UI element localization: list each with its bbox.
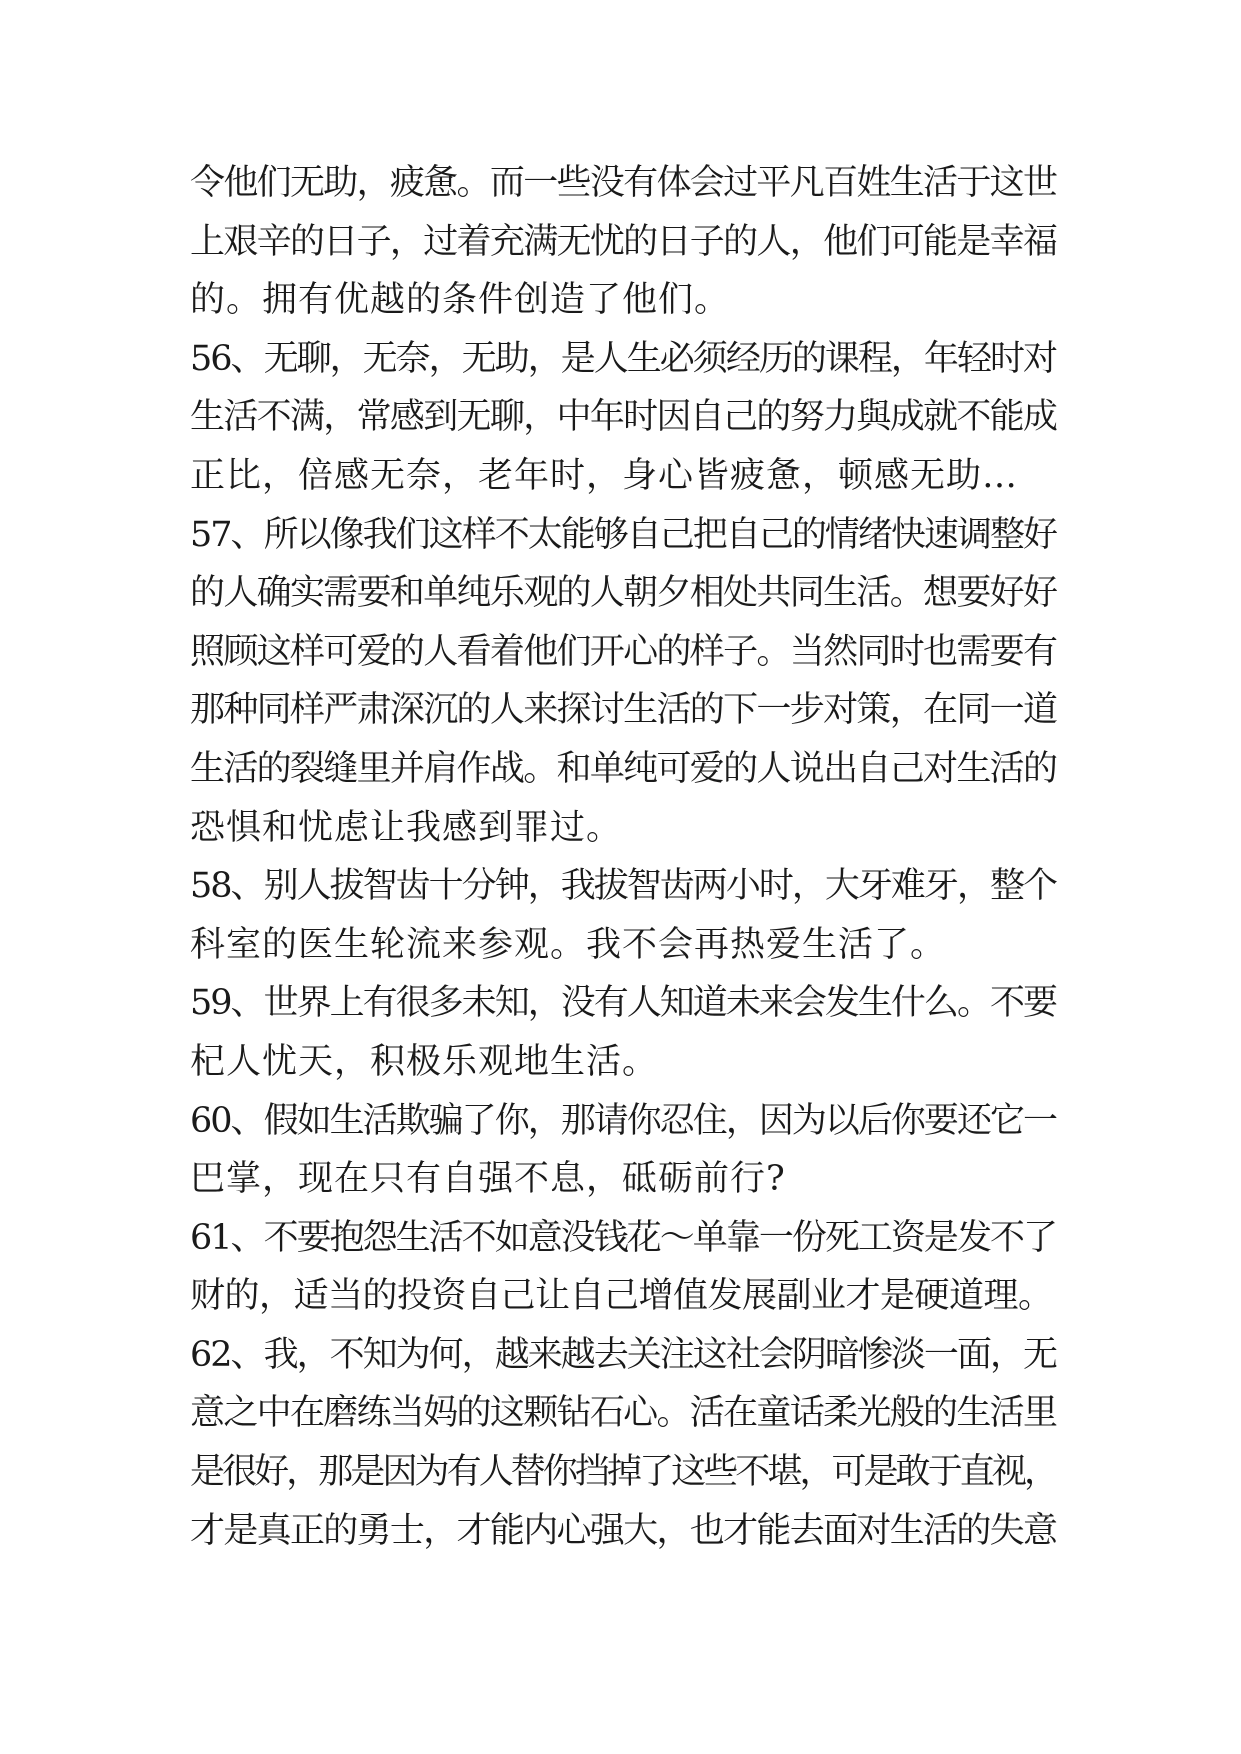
text-line: 财的，适当的投资自己让自己增值发展副业才是硬道理。 (190, 1276, 1053, 1317)
text-line: 的人确实需要和单纯乐观的人朝夕相处共同生活。想要好好 (190, 573, 1056, 614)
text-line: 科室的医生轮流来参观。我不会再热爱生活了。 (190, 924, 947, 965)
text-line: 生活不满，常感到无聊，中年时因自己的努力與成就不能成 (190, 397, 1056, 438)
text-line: 58、别人拔智齿十分钟，我拔智齿两小时，大牙难牙，整个 (190, 866, 1056, 907)
text-line: 那种同样严肃深沉的人来探讨生活的下一步对策，在同一道 (190, 690, 1056, 731)
text-line: 57、所以像我们这样不太能够自己把自己的情绪快速调整好 (190, 514, 1056, 555)
text-line: 才是真正的勇士，才能内心强大，也才能去面对生活的失意 (190, 1510, 1056, 1551)
text-line: 意之中在磨练当妈的这颗钻石心。活在童话柔光般的生活里 (190, 1393, 1056, 1434)
text-line: 56、无聊，无奈，无助，是人生必须经历的课程，年轻时对 (190, 338, 1056, 379)
text-line: 的。拥有优越的条件创造了他们。 (190, 280, 731, 321)
text-line: 令他们无助，疲惫。而一些没有体会过平凡百姓生活于这世 (190, 163, 1056, 203)
text-line: 照顾这样可爱的人看着他们开心的样子。当然同时也需要有 (190, 631, 1056, 672)
text-line: 62、我，不知为何，越来越去关注这社会阴暗惨淡一面，无 (190, 1334, 1056, 1375)
text-line: 杞人忧天，积极乐观地生活。 (190, 1041, 659, 1082)
text-line: 上艰辛的日子，过着充满无忧的日子的人，他们可能是幸福 (190, 221, 1056, 262)
text-line: 正比，倍感无奈，老年时，身心皆疲惫，顿感无助… (190, 455, 1019, 496)
body-text (190, 154, 1056, 1560)
text-line: 巴掌，现在只有自强不息，砥砺前行? (190, 1159, 786, 1200)
text-line: 恐惧和忧虑让我感到罪过。 (190, 807, 623, 848)
text-line: 是很好，那是因为有人替你挡掉了这些不堪，可是敢于直视， (190, 1452, 1056, 1493)
text-line: 60、假如生活欺骗了你，那请你忍住，因为以后你要还它一 (190, 1100, 1056, 1141)
text-line: 59、世界上有很多未知，没有人知道未来会发生什么。不要 (190, 983, 1056, 1024)
text-line: 61、不要抱怨生活不如意没钱花～单靠一份死工资是发不了 (190, 1217, 1056, 1258)
text-line: 生活的裂缝里并肩作战。和单纯可爱的人说出自己对生活的 (190, 748, 1056, 789)
